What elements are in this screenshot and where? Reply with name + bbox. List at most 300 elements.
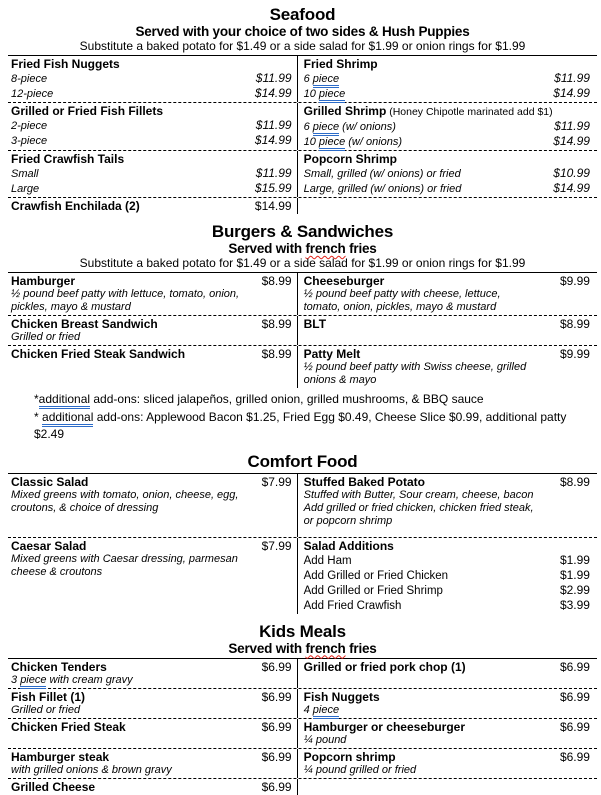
- menu-item-name-wrap: [11, 780, 95, 794]
- menu-item-detail: [11, 133, 292, 148]
- menu-row: [8, 779, 597, 795]
- menu-item-header: [11, 152, 292, 166]
- misspelled-word: additional: [39, 392, 90, 409]
- menu-item-name: Stuffed Baked Potato: [303, 474, 425, 489]
- menu-item-detail: [304, 361, 590, 374]
- menu-item-name: Chicken Fried Steak: [11, 719, 126, 734]
- section-title: Comfort Food: [247, 451, 358, 471]
- detail-text-wrap: [11, 135, 47, 148]
- menu-item-header: [11, 720, 292, 734]
- menu-item-price: $6.99: [261, 659, 292, 674]
- menu-table: [8, 272, 597, 388]
- detail-text-wrap: [304, 584, 443, 598]
- menu-item-price: $14.99: [553, 181, 590, 195]
- detail-text-wrap: [304, 136, 402, 149]
- menu-item-header: [11, 750, 292, 764]
- detail-text: *: [34, 409, 43, 424]
- menu-item-detail: [304, 166, 590, 181]
- menu-item-name: Classic Salad: [11, 474, 89, 489]
- menu-item-name: Fried Shrimp: [303, 57, 378, 71]
- detail-text: 2-piece: [11, 120, 48, 132]
- menu-item-detail: [304, 288, 590, 301]
- substitution-note: Substitute a baked potato for $1.49 or a side salad for $1.99 or onion rings for $1.99: [79, 39, 526, 53]
- menu-item-name-wrap: [11, 660, 107, 674]
- menu-item-header: [304, 57, 590, 71]
- menu-item-price: $6.99: [261, 689, 292, 704]
- detail-text-wrap: [304, 361, 527, 374]
- menu-item-price: $11.99: [554, 71, 590, 85]
- menu-item-name-wrap: [304, 274, 385, 288]
- menu-section-3: [8, 622, 597, 795]
- restaurant-menu-page: [8, 5, 597, 795]
- section-subtitle: [8, 641, 597, 656]
- menu-cell-right: [297, 749, 597, 778]
- menu-item-name: Grilled Shrimp: [303, 104, 387, 118]
- menu-item-detail: [11, 181, 292, 196]
- detail-text: Grilled or fried: [11, 331, 81, 343]
- detail-text-wrap: [304, 599, 402, 613]
- menu-item-name: Fried Crawfish Tails: [11, 152, 125, 166]
- menu-row: [8, 151, 597, 198]
- menu-cell-left: [8, 198, 297, 214]
- menu-item-price: $14.99: [254, 199, 292, 213]
- menu-item-name: Popcorn shrimp: [303, 749, 396, 764]
- menu-item-price: $15.99: [254, 181, 292, 195]
- menu-cell-right: [297, 538, 597, 614]
- menu-row: [8, 538, 597, 614]
- menu-cell-right: [297, 346, 597, 388]
- menu-item-price: $8.99: [559, 317, 590, 331]
- menu-item-detail: [304, 489, 590, 502]
- menu-section-0: [8, 5, 597, 214]
- menu-item-detail: [304, 119, 590, 134]
- detail-text: 4: [303, 703, 313, 716]
- menu-table: [8, 658, 597, 795]
- menu-item-header: [304, 104, 590, 119]
- menu-item-name-suffix: (Honey Chipotle marinated add $1): [386, 106, 553, 118]
- menu-item-detail: [304, 181, 590, 196]
- menu-item-price: $9.99: [559, 347, 590, 361]
- menu-row: [8, 659, 597, 689]
- menu-cell-right: [297, 689, 597, 718]
- menu-item-name: BLT: [303, 317, 327, 331]
- menu-item-price: $6.99: [261, 749, 292, 764]
- detail-text: Served with: [228, 640, 306, 656]
- menu-item-header: [304, 274, 590, 288]
- detail-text-wrap: [11, 288, 239, 301]
- detail-text: ½ pound beef patty with lettuce, tomato, onion,: [11, 288, 240, 300]
- detail-text: 8-piece: [11, 73, 48, 85]
- menu-item-detail: [304, 764, 590, 777]
- menu-item-name: Patty Melt: [303, 347, 361, 361]
- detail-text: pickles, mayo & mustard: [11, 301, 131, 313]
- detail-text: fries: [345, 241, 377, 256]
- detail-text-wrap: [11, 764, 172, 777]
- menu-item-price: $14.99: [254, 133, 292, 147]
- menu-item-name: Grilled or Fried Fish Fillets: [11, 104, 164, 118]
- menu-item-header: [304, 660, 590, 674]
- detail-text-wrap: [11, 704, 80, 717]
- misspelled-word: piece: [313, 73, 339, 88]
- detail-text-wrap: [304, 554, 352, 568]
- menu-row: [8, 749, 597, 779]
- detail-text: Small, grilled (w/ onions) or fried: [303, 168, 461, 180]
- misspelled-word: piece: [313, 121, 339, 136]
- menu-item-detail: [304, 134, 590, 149]
- menu-item-price: $3.99: [559, 597, 590, 612]
- menu-item-header: [304, 750, 590, 764]
- detail-text: with grilled onions & brown gravy: [11, 763, 172, 776]
- detail-text-wrap: [11, 502, 158, 515]
- menu-item-price: $2.99: [559, 582, 590, 597]
- menu-item-name: Hamburger or cheeseburger: [303, 719, 465, 734]
- section-title: Kids Meals: [259, 621, 346, 641]
- menu-item-name: Salad Additions: [303, 538, 394, 553]
- menu-item-detail: [11, 301, 292, 314]
- menu-item-detail: [304, 598, 590, 613]
- menu-item-header: [11, 57, 292, 71]
- menu-cell-left: [8, 346, 297, 388]
- menu-item-price: $10.99: [553, 166, 590, 180]
- menu-item-detail: [304, 515, 590, 528]
- detail-text-wrap: [304, 569, 448, 583]
- detail-text-wrap: [304, 734, 347, 747]
- menu-item-header: [11, 104, 292, 118]
- menu-cell-right: [297, 316, 597, 345]
- detail-text: 10: [303, 136, 319, 148]
- menu-item-detail: [304, 374, 590, 387]
- detail-text: Grilled or fried: [11, 703, 81, 716]
- menu-item-header: [11, 780, 292, 794]
- menu-row: [8, 689, 597, 719]
- menu-cell-right: [297, 273, 597, 315]
- detail-text-wrap: [304, 168, 461, 181]
- menu-item-name: Popcorn Shrimp: [303, 152, 397, 166]
- menu-item-header: [11, 690, 292, 704]
- menu-item-name-wrap: [11, 57, 120, 71]
- menu-row: [8, 273, 597, 316]
- menu-item-name: Fried Fish Nuggets: [11, 57, 120, 71]
- menu-cell-right: [297, 474, 597, 537]
- menu-section-2: [8, 452, 597, 614]
- detail-text-wrap: [11, 168, 39, 181]
- menu-item-name-wrap: [304, 475, 425, 489]
- menu-item-name-wrap: [11, 199, 140, 213]
- menu-item-detail: [11, 674, 292, 687]
- menu-row: [8, 56, 597, 103]
- menu-item-price: $6.99: [559, 659, 590, 674]
- detail-text: Large: [11, 183, 40, 195]
- menu-item-name-wrap: [11, 720, 126, 734]
- detail-text: Served with your choice of two sides & Hush Puppies: [135, 24, 470, 39]
- menu-item-name-wrap: [11, 750, 109, 764]
- menu-item-header: [304, 690, 590, 704]
- detail-text-wrap: [304, 121, 396, 134]
- section-title: Burgers & Sandwiches: [211, 222, 394, 241]
- menu-cell-left: [8, 151, 297, 197]
- substitution-note: Substitute a baked potato for $1.49 or a side salad for $1.99 or onion rings for $1.99: [79, 256, 526, 270]
- menu-item-price: $11.99: [255, 118, 292, 132]
- menu-item-header: [304, 475, 590, 489]
- menu-item-name-wrap: [11, 475, 88, 489]
- menu-item-name: Cheeseburger: [303, 274, 385, 288]
- menu-cell-left: [8, 749, 297, 778]
- menu-item-name-wrap: [11, 690, 85, 704]
- section-title: Seafood: [269, 5, 336, 24]
- detail-text: Stuffed with Butter, Sour cream, cheese, bacon: [303, 488, 534, 501]
- menu-item-name-wrap: [304, 347, 361, 361]
- detail-text: ¼ pound grilled or fried: [303, 763, 417, 776]
- menu-cell-left: [8, 103, 297, 150]
- menu-item-name: Fish Fillet (1): [11, 689, 86, 704]
- menu-item-price: $14.99: [553, 86, 590, 100]
- menu-item-header: [11, 475, 292, 489]
- section-subtitle: [8, 241, 597, 256]
- detail-text: add-ons: sliced jalapeños, grilled onion, grilled mushrooms, & BBQ sauce: [90, 392, 484, 406]
- detail-text: Large, grilled (w/ onions) or fried: [303, 183, 462, 195]
- misspelled-word: additional: [42, 410, 93, 427]
- addons-footnote: [34, 391, 597, 409]
- menu-row: [8, 474, 597, 538]
- detail-text: ¼ pound: [303, 733, 347, 746]
- menu-item-price: $7.99: [261, 538, 292, 553]
- detail-text: 6: [303, 73, 313, 85]
- menu-item-detail: [11, 71, 292, 86]
- detail-text-wrap: [11, 301, 131, 314]
- detail-text: Add grilled or fried chicken, chicken fried steak,: [303, 501, 534, 514]
- menu-item-price: $6.99: [559, 689, 590, 704]
- addons-footnotes: [8, 388, 597, 444]
- detail-text: add-ons: Applewood Bacon $1.25, Fried Egg $0.49, Cheese Slice $0.99, additional patty $2.49: [34, 409, 567, 441]
- menu-row: [8, 719, 597, 749]
- menu-item-detail: [11, 566, 292, 579]
- menu-item-header: [304, 317, 590, 331]
- menu-item-price: $6.99: [261, 719, 292, 734]
- menu-item-name-wrap: [304, 720, 465, 734]
- detail-text-wrap: [304, 288, 501, 301]
- menu-item-name-wrap: [304, 104, 553, 119]
- menu-cell-left: [8, 474, 297, 537]
- menu-item-price: $1.99: [559, 567, 590, 582]
- menu-cell-left: [8, 273, 297, 315]
- menu-item-name-wrap: [304, 152, 397, 166]
- detail-text: croutons, & choice of dressing: [11, 501, 159, 514]
- detail-text: ½ pound beef patty with Swiss cheese, grilled: [303, 361, 527, 373]
- menu-item-detail: [11, 704, 292, 717]
- menu-section-1: [8, 222, 597, 444]
- detail-text: Add Fried Crawfish: [303, 599, 402, 612]
- menu-item-header: [304, 152, 590, 166]
- detail-text: (w/ onions): [345, 136, 403, 148]
- menu-item-detail: [11, 86, 292, 101]
- menu-item-detail: [304, 553, 590, 568]
- detail-text: Add Ham: [303, 554, 352, 567]
- menu-item-detail: [11, 118, 292, 133]
- menu-item-name: Hamburger: [11, 274, 76, 288]
- menu-item-name: Hamburger steak: [11, 749, 110, 764]
- detail-text: 12-piece: [11, 88, 54, 100]
- menu-item-header: [11, 660, 292, 674]
- detail-text: Mixed greens with Caesar dressing, parmesan: [11, 552, 238, 565]
- menu-item-header: [11, 539, 292, 553]
- detail-text: 3-piece: [11, 135, 48, 147]
- detail-text: Add Grilled or Fried Chicken: [303, 569, 449, 582]
- menu-item-price: $6.99: [559, 749, 590, 764]
- menu-item-name: Fish Nuggets: [303, 689, 380, 704]
- menu-row: [8, 316, 597, 346]
- menu-item-detail: [304, 86, 590, 101]
- detail-text-wrap: [304, 88, 346, 101]
- detail-text: cheese & croutons: [11, 565, 103, 578]
- detail-text: *: [34, 392, 39, 406]
- detail-text-wrap: [11, 674, 133, 687]
- menu-item-name: Caesar Salad: [11, 538, 87, 553]
- menu-item-price: $14.99: [254, 86, 292, 100]
- menu-item-detail: [304, 704, 590, 717]
- detail-text: Mixed greens with tomato, onion, cheese, egg,: [11, 488, 239, 501]
- menu-item-price: $8.99: [261, 274, 292, 288]
- menu-item-header: [11, 274, 292, 288]
- menu-item-detail: [304, 301, 590, 314]
- detail-text-wrap: [304, 502, 534, 515]
- menu-item-price: $11.99: [255, 71, 292, 85]
- menu-item-name-wrap: [304, 750, 396, 764]
- menu-item-detail: [304, 71, 590, 86]
- menu-item-price: $8.99: [261, 317, 292, 331]
- menu-item-detail: [11, 764, 292, 777]
- menu-table: [8, 473, 597, 614]
- addons-footnote: [34, 409, 597, 444]
- menu-cell-left: [8, 659, 297, 688]
- section-subtitle: [8, 24, 597, 39]
- menu-item-name-wrap: [11, 317, 158, 331]
- misspelled-word: piece: [319, 136, 345, 151]
- detail-text-wrap: [11, 331, 80, 344]
- menu-item-detail: [304, 734, 590, 747]
- menu-item-price: $11.99: [554, 119, 590, 133]
- menu-item-detail: [11, 331, 292, 344]
- detail-text-wrap: [304, 183, 462, 196]
- menu-item-name-wrap: [304, 317, 326, 331]
- detail-text: 10: [303, 88, 319, 100]
- detail-text-wrap: [11, 120, 47, 133]
- detail-text-wrap: [304, 73, 339, 86]
- misspelled-word: piece: [319, 88, 345, 103]
- menu-item-price: $8.99: [559, 474, 590, 489]
- menu-item-price: $11.99: [255, 166, 292, 180]
- menu-item-price: $7.99: [261, 474, 292, 489]
- detail-text: Add Grilled or Fried Shrimp: [303, 584, 443, 597]
- detail-text-wrap: [304, 704, 339, 717]
- menu-item-header: [11, 199, 292, 213]
- menu-cell-right: [297, 659, 597, 688]
- menu-item-header: [11, 317, 292, 331]
- menu-cell-right: [297, 779, 597, 795]
- detail-text: 6: [303, 121, 313, 133]
- menu-item-detail: [304, 502, 590, 515]
- menu-item-price: $6.99: [559, 719, 590, 734]
- detail-text-wrap: [304, 764, 417, 777]
- menu-cell-right: [297, 103, 597, 150]
- menu-cell-left: [8, 719, 297, 748]
- detail-text: onions & mayo: [303, 374, 377, 386]
- menu-item-detail: [11, 502, 292, 515]
- menu-cell-left: [8, 316, 297, 345]
- menu-item-price: $1.99: [559, 552, 590, 567]
- misspelled-word: french: [305, 241, 346, 256]
- menu-item-name: Chicken Breast Sandwich: [11, 317, 158, 331]
- menu-row: [8, 198, 597, 214]
- menu-item-name-wrap: [304, 660, 466, 674]
- detail-text-wrap: [11, 183, 39, 196]
- menu-item-name-wrap: [304, 690, 380, 704]
- menu-item-detail: [11, 166, 292, 181]
- menu-cell-right: [297, 198, 597, 214]
- detail-text: with cream gravy: [46, 673, 133, 686]
- menu-cell-right: [297, 151, 597, 197]
- menu-item-header: [304, 720, 590, 734]
- menu-item-header: [304, 539, 590, 553]
- menu-row: [8, 103, 597, 151]
- menu-item-name-wrap: [304, 539, 394, 553]
- menu-item-name-wrap: [11, 347, 185, 361]
- menu-item-name: Grilled or fried pork chop (1): [303, 659, 466, 674]
- menu-cell-left: [8, 779, 297, 795]
- menu-item-name: Grilled Cheese: [11, 779, 96, 794]
- menu-row: [8, 346, 597, 388]
- menu-item-price: $9.99: [559, 274, 590, 288]
- menu-cell-right: [297, 56, 597, 102]
- detail-text-wrap: [11, 73, 47, 86]
- detail-text: Served with: [228, 241, 306, 256]
- detail-text: tomato, onion, pickles, mayo & mustard: [303, 301, 497, 313]
- misspelled-word: piece: [313, 704, 339, 719]
- menu-item-name-wrap: [304, 57, 378, 71]
- detail-text-wrap: [11, 553, 238, 566]
- menu-cell-left: [8, 56, 297, 102]
- menu-item-name-wrap: [11, 152, 124, 166]
- menu-cell-left: [8, 689, 297, 718]
- detail-text: ½ pound beef patty with cheese, lettuce,: [303, 288, 501, 300]
- menu-item-name: Chicken Fried Steak Sandwich: [11, 347, 186, 361]
- detail-text: or popcorn shrimp: [303, 514, 393, 527]
- detail-text: Small: [11, 168, 39, 180]
- menu-item-name-wrap: [11, 539, 86, 553]
- detail-text: fries: [345, 640, 377, 656]
- detail-text: 3: [11, 673, 21, 686]
- menu-item-name-wrap: [11, 104, 163, 118]
- menu-item-name: Chicken Tenders: [11, 659, 107, 674]
- detail-text: (w/ onions): [339, 121, 396, 133]
- menu-table: [8, 55, 597, 214]
- detail-text-wrap: [304, 374, 377, 387]
- detail-text-wrap: [11, 489, 238, 502]
- menu-item-name-wrap: [11, 274, 75, 288]
- menu-item-name: Crawfish Enchilada (2): [11, 199, 140, 213]
- misspelled-word: piece: [20, 674, 46, 689]
- detail-text-wrap: [11, 566, 102, 579]
- menu-item-header: [11, 347, 292, 361]
- menu-item-price: $6.99: [261, 779, 292, 794]
- detail-text-wrap: [304, 489, 534, 502]
- menu-item-detail: [11, 553, 292, 566]
- menu-item-detail: [304, 583, 590, 598]
- menu-item-header: [304, 347, 590, 361]
- detail-text-wrap: [304, 515, 393, 528]
- menu-cell-left: [8, 538, 297, 614]
- detail-text-wrap: [11, 88, 53, 101]
- menu-cell-right: [297, 719, 597, 748]
